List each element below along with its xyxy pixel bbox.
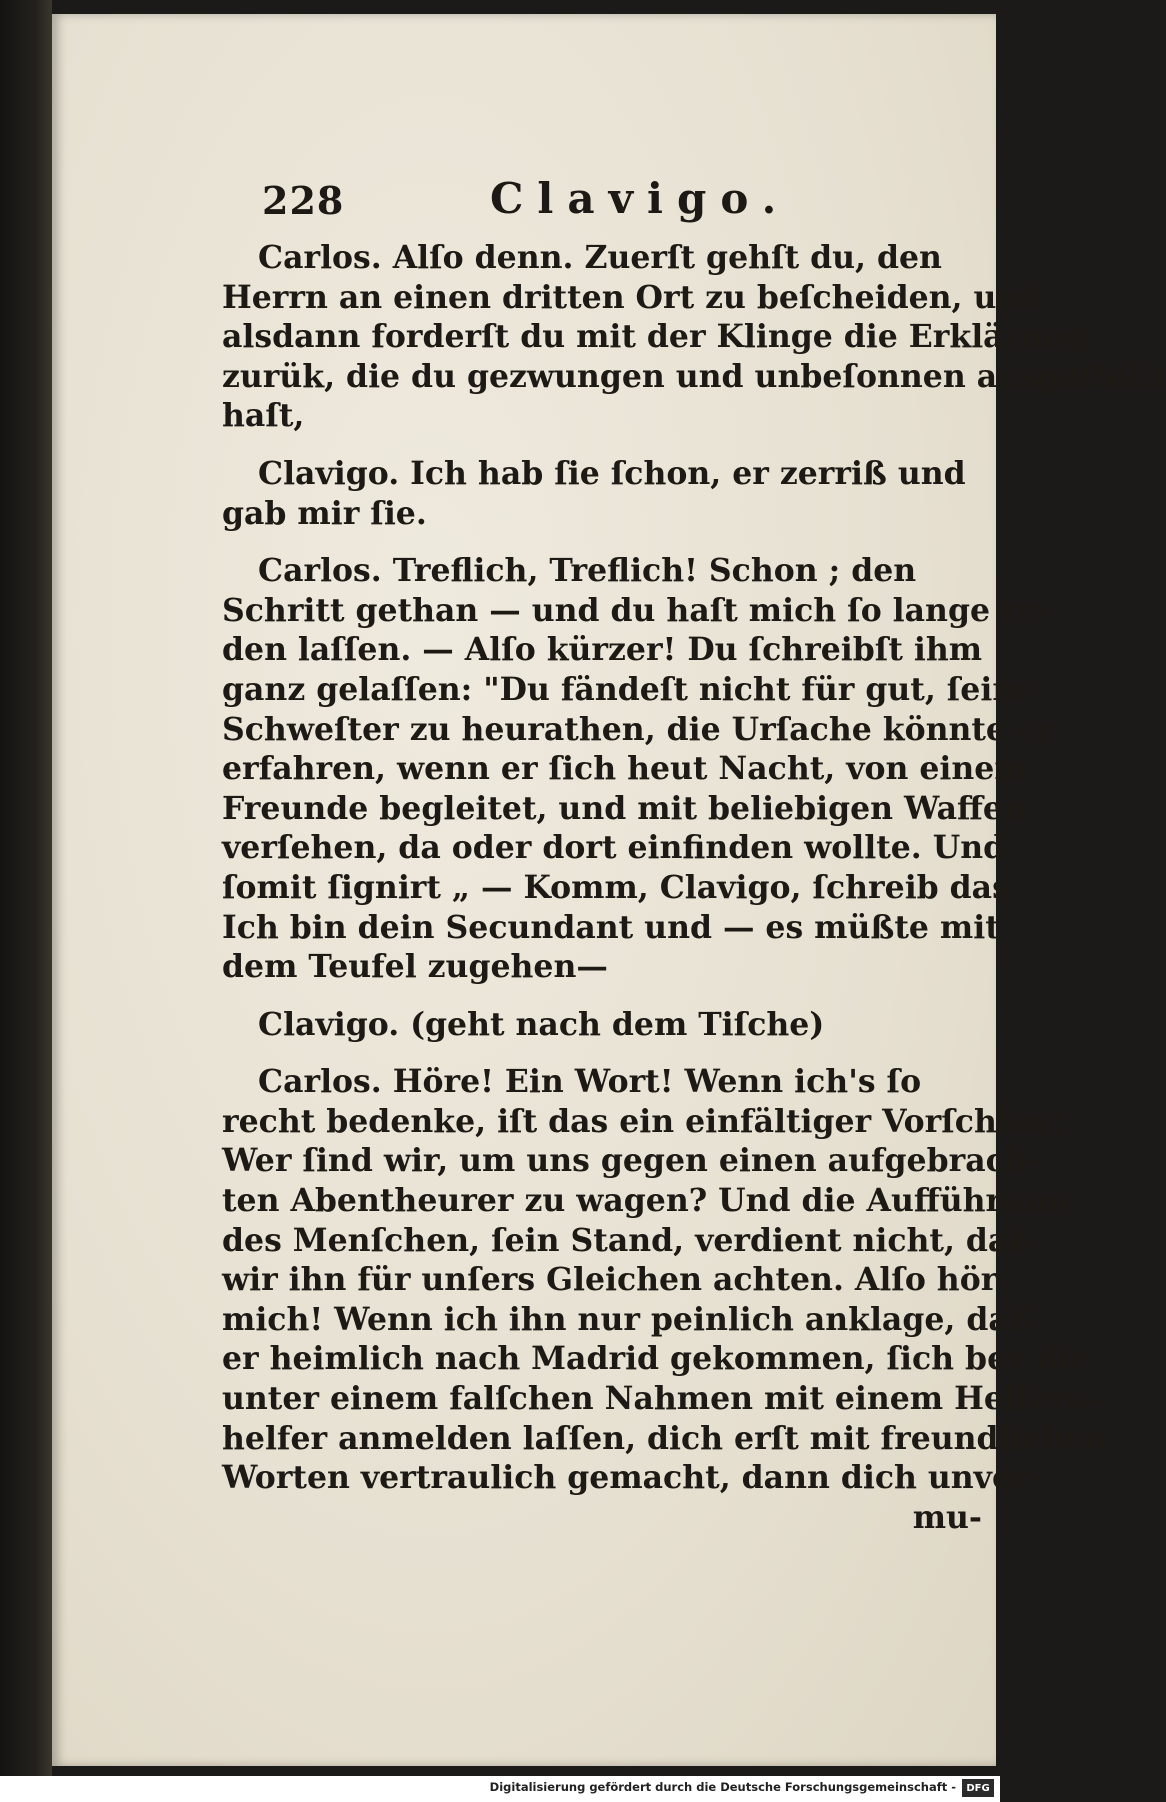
text-line: des Menſchen, ſein Stand, verdient nicht, daß (222, 1221, 1033, 1259)
book-spine-shadow (0, 0, 52, 1802)
page-text-block (222, 174, 1166, 1537)
text-line: Schritt gethan — und du haſt mich ſo lange re- (222, 591, 1051, 629)
text-line: haſt, (222, 397, 305, 435)
text-line: verſehen, da oder dort einfinden wollte. Und (222, 829, 1006, 867)
funding-notice: Digitalisierung gefördert durch die Deutsche Forschungsgemeinschaft - (489, 1780, 956, 1794)
text-line: helfer anmelden laſſen, dich erſt mit freundlichen (222, 1419, 1108, 1457)
paragraph-clavigo-2 (222, 1005, 982, 1045)
text-line: recht bedenke, iſt das ein einfältiger Vorſchlag! (222, 1102, 1066, 1140)
catchword: mu- (912, 1498, 982, 1536)
text-line: Ich bin dein Secundant und — es müßte mit (222, 908, 1000, 946)
text-line: erfahren, wenn er ſich heut Nacht, von einem (222, 750, 1028, 788)
running-title: Clavigo. (490, 174, 791, 223)
paragraph-carlos-1 (222, 238, 1166, 436)
book-page (52, 14, 1166, 1766)
text-line: Freunde begleitet, und mit beliebigen Waffen (222, 789, 1026, 827)
text-line: ganz gelaſſen: "Du fändeſt nicht für gut, ſeine (222, 670, 1036, 708)
text-line: Clavigo. Ich hab ſie ſchon, er zerriß und (258, 454, 966, 492)
paragraph-clavigo-1 (222, 454, 982, 533)
text-line: ſomit ſignirt „ — Komm, Clavigo, ſchreib das. (222, 868, 1021, 906)
text-line: Clavigo. (geht nach dem Tiſche) (258, 1005, 825, 1043)
page-number: 228 (262, 178, 345, 223)
text-line: dem Teufel zugehen— (222, 948, 608, 986)
text-line: Wer ſind wir, um uns gegen einen aufgebrach- (222, 1142, 1041, 1180)
text-line: gab mir ſie. (222, 494, 427, 532)
dfg-logo-icon: DFG (962, 1779, 994, 1797)
text-line: Carlos. Höre! Ein Wort! Wenn ich's ſo (258, 1063, 922, 1101)
page-header (222, 174, 982, 234)
text-line: Herrn an einen dritten Ort zu beſcheiden, und (222, 278, 1042, 316)
text-line: unter einem falſchen Nahmen mit einem Helfers- (222, 1380, 1097, 1418)
text-line: zurük, die du gezwungen und unbeſonnen ausgeſtellt (222, 357, 1166, 395)
text-line: den laſſen. — Alſo kürzer! Du ſchreibſt ihm (222, 631, 983, 669)
text-line: mich! Wenn ich ihn nur peinlich anklage, daß (222, 1300, 1033, 1338)
text-line: wir ihn für unſers Gleichen achten. Alſo hör (222, 1261, 998, 1299)
text-line: alsdann forderſt du mit der Klinge die Erklärung (222, 318, 1089, 356)
text-line: Schweſter zu heurathen, die Urſache könnte er (222, 710, 1054, 748)
text-line: Carlos. Alſo denn. Zuerſt gehſt du, den (258, 239, 942, 276)
paragraph-carlos-2 (222, 551, 1054, 987)
text-line: ten Abentheurer zu wagen? Und die Aufführung (222, 1182, 1070, 1220)
digitization-footer (0, 1776, 1000, 1802)
text-line: er heimlich nach Madrid gekommen, ſich bey dir (222, 1340, 1087, 1378)
text-line: Worten vertraulich gemacht, dann dich unver- (222, 1459, 1042, 1497)
paragraph-carlos-3 (222, 1062, 1108, 1498)
text-line: Carlos. Treflich, Treflich! Schon ; den (258, 552, 917, 590)
